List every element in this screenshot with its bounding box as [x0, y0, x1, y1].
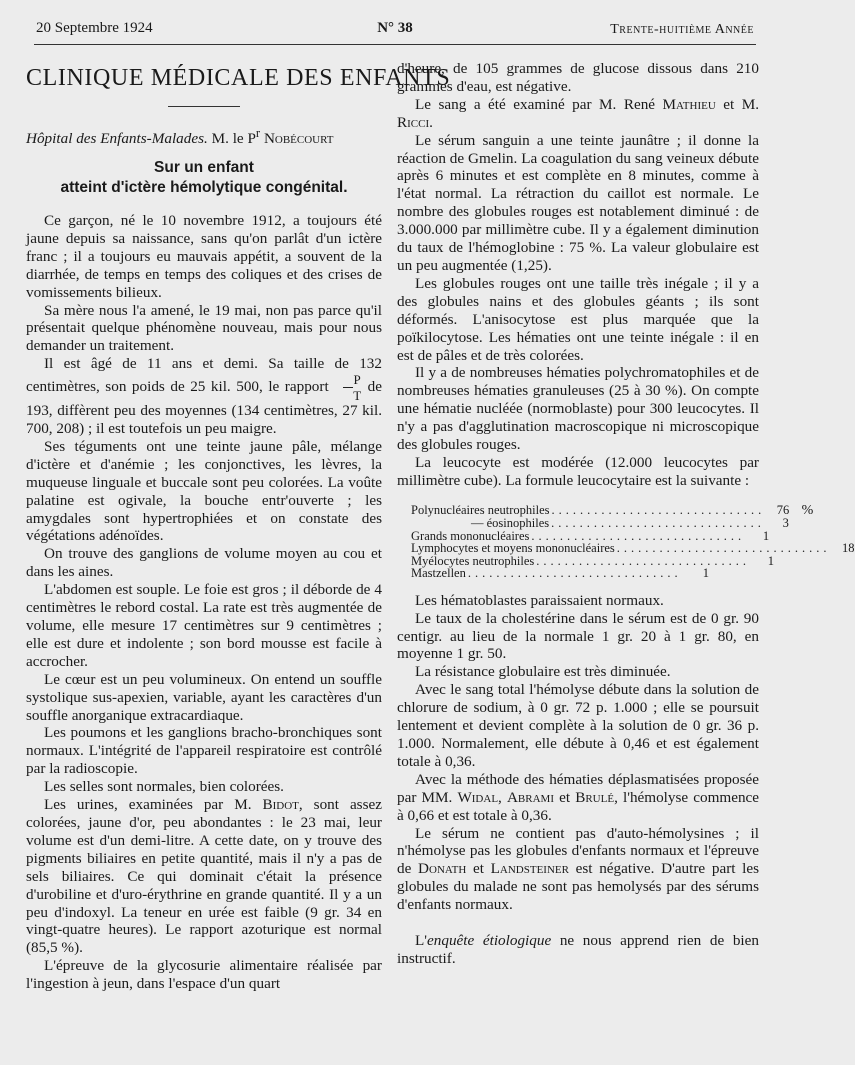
- formula-value: 18: [842, 541, 855, 556]
- subtitle-line-1: Sur un enfant: [154, 158, 254, 176]
- formula-value: 1: [767, 553, 774, 568]
- person-name: Landsteiner: [490, 860, 569, 878]
- formula-row: [411, 502, 814, 518]
- paragraph-text: Le sang a été examiné par M. René: [415, 95, 656, 113]
- leader-dots: ..............................: [531, 528, 746, 543]
- title-rule: [168, 106, 240, 107]
- person-name: Donath: [418, 860, 467, 878]
- paragraph: La résistance globulaire est très diminuée.: [415, 663, 671, 681]
- paragraph: Les globules rouges ont une taille très inégale ; il y a des globules nains et des globules géants ; ils sont déformés. L'anisocytose est plus marquée que la poïkilocytose. Les hématies ont une teinte inégale : il en est de pâles et de très colorées.: [397, 274, 759, 364]
- paragraph-text: L': [415, 932, 428, 950]
- paragraph-text: , sont assez colorées, jaune d'or, peu abondantes : le 23 mai, leur volume est d'un demi-litre. A cette date, on y trouve des pigments biliaires en petite quantité, mais il n'y a pas de sels biliaires. Ce qui dominait c'était la présence d'urobiline et d'uro-érythrine en grande quantité. Il y a un peu d'indoxyl. La teneur en urée est faible (9 gr. 34 en vingt-quatre heures). Le rapport azoturique est normal (85,5 %).: [26, 796, 382, 957]
- paragraph: Ses téguments ont une teinte jaune pâle, mélange d'ictère et d'anémie ; les conjonctives, les lèvres, la muqueuse linguale et buccale sont peu colorées. La voûte palatine est ogivale, la bouche entr'ouverte ; les amygdales sont hypertrophiées et on constate des végétations adénoïdes.: [26, 437, 382, 545]
- paragraph-text: et M.: [723, 95, 760, 113]
- right-column: [397, 60, 855, 968]
- person-name: Ricci: [397, 113, 430, 131]
- paragraph: Le cœur est un peu volumineux. On entend un souffle systolique sus-apexien, variable, ayant les caractères d'un souffle anorganique extracardiaque.: [26, 670, 382, 724]
- paragraph-gap: [397, 914, 759, 932]
- fraction-numerator: P: [353, 372, 361, 388]
- paragraph-text: et: [472, 860, 484, 878]
- paragraph-text: est négative. D'autre part les globules du malade ne sont pas hemolysés par des sérums d'enfants normaux.: [397, 860, 760, 914]
- paragraph: Ce garçon, né le 10 novembre 1912, a toujours été jaune depuis sa naissance, sans qu'on parlât d'un ictère franc ; il a toujours eu mauvais appétit, a souvent de la diarrhée, de temps en temps des coliques et des crises de vomissements bilieux.: [26, 211, 382, 301]
- header-rule: [34, 44, 756, 45]
- leucocyte-formula: [411, 502, 855, 581]
- formula-label: — éosinophiles: [471, 516, 550, 531]
- paragraph: [397, 96, 759, 132]
- paragraph: [397, 932, 759, 968]
- paragraph-text: Les urines, examinées par M.: [44, 796, 252, 814]
- paragraph: On trouve des ganglions de volume moyen au cou et dans les aines.: [26, 545, 382, 581]
- paragraph: Il y a de nombreuses hématies polychromatophiles et de nombreuses hématies granuleuses (25 à 30 %). On compte une hématie nucléée (normoblaste) pour 300 leucocytes. Il n'y a pas d'agglutination macroscopique ni microscopique des globules rouges.: [397, 364, 759, 454]
- issue-date: 20 Septembre 1924: [36, 20, 153, 36]
- paragraph-with-fraction: [26, 355, 382, 438]
- leader-dots: ..............................: [616, 541, 831, 556]
- formula-value: 3: [782, 516, 789, 531]
- person-name: Abrami: [506, 788, 554, 806]
- hospital-line: [26, 125, 382, 148]
- paragraph: L'abdomen est souple. Le foie est gros ; il déborde de 4 centimètres le rebord costal. La rate est très augmentée de volume, elle mesure 17 centimètres sur 9 centimètres ; elle est dure et indolente ; son bord mousse est facile à accrocher.: [26, 581, 382, 670]
- paragraph-text: et: [559, 788, 571, 806]
- section-title: CLINIQUE MÉDICALE DES ENFANTS: [26, 65, 451, 91]
- paragraph-text: Il est âgé de 11 ans et demi. Sa taille de 132 centimètres, son poids de 25 kil. 500, le rapport: [26, 355, 382, 396]
- paragraph: Sa mère nous l'a amené, le 19 mai, non pas parce qu'il présentait quelque phénomène nouveau, mais pour nous demander un traitement.: [26, 301, 382, 355]
- paragraph: [397, 825, 759, 915]
- paragraph: Le taux de la cholestérine dans le sérum est de 0 gr. 90 centigr. au lieu de la normale 1 gr. 20 à 1 gr. 80, en moyenne 1 gr. 50.: [397, 609, 759, 663]
- paragraph: La leucocyte est modérée (12.000 leucocytes par millimètre cube). La formule leucocytaire est la suivante :: [397, 453, 759, 489]
- formula-label: Polynucléaires neutrophiles: [411, 502, 550, 517]
- paragraph: Les poumons et les ganglions bracho-bronchiques sont normaux. L'intégrité de l'appareil respiratoire est contrôlé par la radioscopie.: [26, 724, 382, 778]
- fraction-bar: [343, 387, 353, 388]
- author-prefix: M. le P: [211, 130, 256, 148]
- paragraph: d'heure, de 105 grammes de glucose dissous dans 210 grammes d'eau, est négative.: [397, 60, 759, 95]
- person-name: Bidot: [262, 796, 299, 814]
- person-name: Widal: [457, 788, 499, 806]
- paragraph: L'épreuve de la glycosurie alimentaire réalisée par l'ingestion à jeun, dans l'espace d'un quart: [26, 957, 382, 993]
- formula-label: Myélocytes neutrophiles: [411, 553, 535, 568]
- paragraph-text: Le sérum ne contient pas d'auto-hémolysines ; il n'hémolyse pas les globules d'enfants normaux et l'épreuve de: [397, 824, 759, 878]
- formula-value: 1: [702, 566, 709, 581]
- author-name: Nobécourt: [263, 130, 334, 148]
- formula-value: 76: [776, 502, 790, 517]
- formula-unit: %: [801, 502, 814, 518]
- paragraph-text: ne nous apprend rien de bien instructif.: [397, 932, 759, 967]
- person-name: Brulé: [575, 788, 615, 806]
- hospital-name: Hôpital des Enfants-Malades.: [26, 130, 208, 148]
- running-header: [36, 20, 754, 42]
- paragraph-text: Avec la méthode des hématies déplasmatisées proposée par MM.: [397, 770, 759, 806]
- paragraph-text: de 193, diffèrent peu des moyennes (134 centimètres, 27 kil. 700, 208) ; il est toutefois un peu maigre.: [26, 378, 382, 438]
- fraction-denominator: T: [353, 388, 362, 404]
- paragraph: Avec le sang total l'hémolyse débute dans la solution de chlorure de sodium, à 0 gr. 72 p. 1.000 ; elle se poursuit lentement et devient complète à la solution de 0 gr. 36 p. 1.000. Normalement, elle débute à 0,46 et est également totale à 0,36.: [397, 681, 759, 770]
- paragraph-text: , l'hémolyse commence à 0,66 et est totale à 0,36.: [397, 788, 760, 824]
- leader-dots: ..............................: [467, 566, 682, 581]
- leader-dots: ..............................: [551, 516, 765, 531]
- formula-row: [411, 516, 789, 531]
- formula-row: [411, 567, 733, 580]
- paragraph: Les selles sont normales, bien colorées.: [44, 778, 284, 796]
- formula-value: 1: [762, 528, 770, 543]
- article-subtitle: [26, 158, 382, 198]
- issue-number: N° 38: [377, 20, 413, 36]
- formula-row: [411, 541, 855, 556]
- person-name: Mathieu: [662, 95, 716, 113]
- formula-label: Grands mononucléaires: [411, 528, 530, 543]
- paragraph: Avec la méthode des hématies déplasmatisées proposée par MM. Widal, Abrami et Brulé, l'hémolyse commence à 0,66 et est totale à 0,36.: [397, 770, 760, 824]
- formula-label: Lymphocytes et moyens mononucléaires: [411, 541, 615, 556]
- italic-phrase: enquête étiologique: [427, 932, 552, 950]
- leader-dots: ..............................: [551, 502, 766, 517]
- fraction-p-over-t: [335, 373, 361, 402]
- volume-year: Trente-huitième Année: [610, 22, 754, 37]
- paragraph: Le sérum sanguin a une teinte jaunâtre ; il donne la réaction de Gmelin. La coagulation du sang veineux débute après 6 minutes et est complète en 8 minutes, comme à l'état normal. La rétraction du caillot est normale. Le nombre des globules rouges est notablement diminué : de 3.000.000 par millimètre cube. Il y a également diminution du taux de l'hémoglobine : 75 %. La valeur globulaire est un peu augmentée (1,25).: [397, 131, 759, 274]
- author-title-sup: r: [255, 126, 261, 140]
- subtitle-line-2: atteint d'ictère hémolytique congénital.: [60, 178, 348, 196]
- leader-dots: ..............................: [536, 553, 750, 568]
- paragraph: Les hématoblastes paraissaient normaux.: [415, 591, 664, 609]
- paragraph: [26, 796, 382, 957]
- paragraph-text: .: [429, 113, 433, 131]
- formula-label: Mastzellen: [411, 566, 466, 581]
